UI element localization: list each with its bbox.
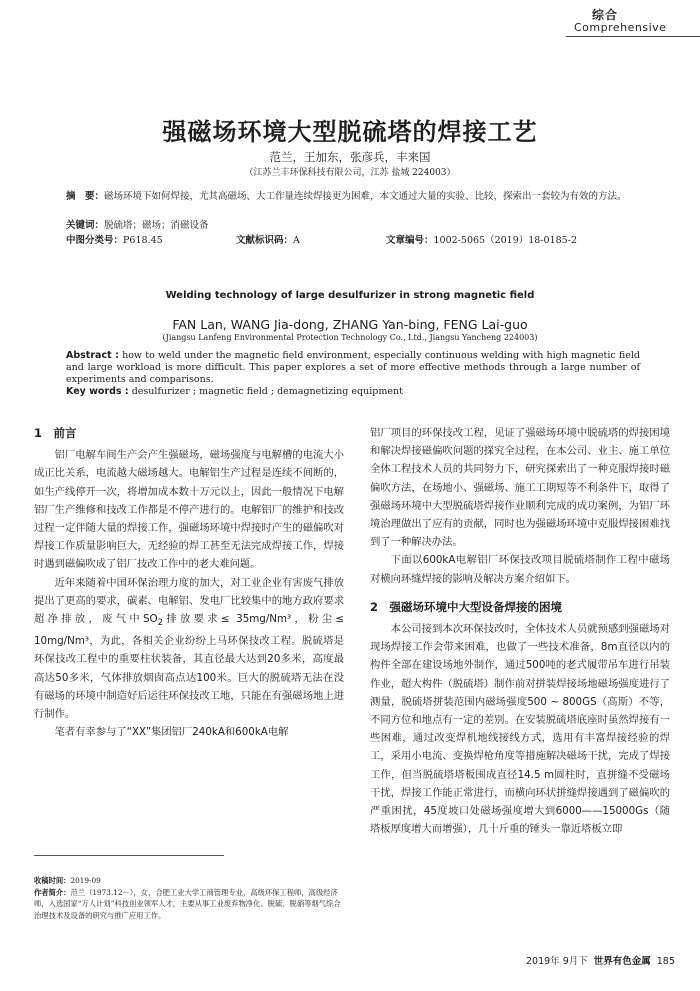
so2-subscript: 2 xyxy=(157,618,164,629)
section-label-en: Comprehensive xyxy=(574,21,667,34)
section-2-heading: 2 强磁场环境中大型设备焊接的困境 xyxy=(370,599,562,614)
abstract-cn xyxy=(66,190,640,204)
received-label: 收稿时间： xyxy=(34,876,71,885)
affiliation: （江苏兰丰环保科技有限公司，江苏 盐城 224003） xyxy=(244,168,456,178)
clc-value: P618.45 xyxy=(123,235,163,246)
classification-line xyxy=(66,234,640,248)
keywords-cn-label: 关键词： xyxy=(66,220,105,231)
english-abstract-label: Abstract : xyxy=(66,350,119,361)
right-column xyxy=(370,424,670,838)
abstract-cn-text: 磁场环境下如何焊接，尤其高磁场、大工作量连续焊接更为困难，本文通过大量的实验、比较，探索出一套较为有效的方法。 xyxy=(104,191,627,202)
abstract-cn-label: 摘 要： xyxy=(66,191,105,202)
bio-label: 作者简介： xyxy=(34,887,71,897)
english-abstract xyxy=(66,350,640,386)
english-affiliation: (Jiangsu Lanfeng Environmental Protection Technology Co., Ltd., Jiangsu Yancheng 224003) xyxy=(162,333,538,342)
article-no-label: 文章编号： xyxy=(386,235,434,246)
section-1-paragraph-3: 笔者有幸参与了“XX”集团铝厂240kA和600kA电解 xyxy=(54,726,289,739)
section-1-heading: 1 前言 xyxy=(34,426,77,440)
header-rule xyxy=(566,36,700,37)
section-1-paragraph-2-b: 排放要求≤ 35mg/Nm³，粉尘≤ 10mg/Nm³，为此，各相关企业纷纷上马环保技改工程。脱硫塔是环保技改工程中的重要柱状装备，其直径最大达到20多米，高度最高达50多米，气体排放烟囱高点达100米。巨大的脱硫塔无法在没有磁场的环境中制造好后运往环保技改工地，只能在有强磁场地上进行制作。 xyxy=(34,613,344,721)
footnote xyxy=(34,875,344,921)
footnote-rule xyxy=(34,855,224,856)
right-column-paragraph-1: 铝厂项目的环保技改工程，见证了强磁场环境中脱硫塔的焊接困境和解决焊接磁偏吹问题的探究全过程，在本公司、业主、施工单位全体工程技术人员的共同努力下，研究探索出了一种克服焊接时磁偏吹方法，在场地小、强磁场、施工工期短等不利条件下，取得了强磁场环境中大型脱硫塔焊接作业顺利完成的成功案例，为铝厂环境治理做出了应有的贡献，同时也为强磁场环境中克服焊接困难找到了一种解决办法。 xyxy=(370,427,670,549)
section-1-paragraph-2 xyxy=(34,574,344,724)
section-1-paragraph-2-a: 近年来随着中国环保治理力度的加大，对工业企业有害废气排放提出了更高的要求，碳素、电解铝、发电厂比较集中的地方政府要求超净排放，废气中SO xyxy=(34,576,344,626)
left-column xyxy=(34,424,344,742)
article-no-value: 1002-5065（2019）18-0185-2 xyxy=(433,235,577,246)
doc-code-value: A xyxy=(293,235,300,246)
clc-label: 中图分类号： xyxy=(66,235,124,246)
section-2-paragraph-1: 本公司接到本次环保技改时，全体技术人员就预感到强磁场对现场焊接工作会带来困难，也做了一些技术准备，8m直径以内的构件全部在建设场地外制作，通过500吨的老式履带吊车进行吊装作业，超大构件（脱硫塔）制作前对拼装焊接场地磁场强度进行了测量，脱硫塔拼装范围内磁场强度500 ~ 800GS（高斯）不等，不同方位和地点有一定的差别。在安装脱硫塔底座时虽然焊接有一些困难，通过改变焊机地线接线方式，选用有丰富焊接经验的焊工，采用小电流、变换焊枪角度等措施解决磁场干扰，完成了焊接工作，但当脱硫塔塔板围成直径14.5 m圆柱时，直拼缝不受磁场干扰，焊接工作能正常进行，而横向环状拼缝焊接遇到了磁偏吹的严重困扰，45度坡口处磁场强度增大到6000——15000Gs（随塔板厚度增大而增强），几十斤重的锤头一靠近塔板立即 xyxy=(370,623,670,836)
english-authors: FAN Lan, WANG Jia-dong, ZHANG Yan-bing, FENG Lai-guo xyxy=(172,317,528,332)
english-title: Welding technology of large desulfurizer in strong magnetic field xyxy=(165,290,535,301)
english-keywords-label: Key words : xyxy=(66,386,129,397)
keywords-cn xyxy=(66,219,640,233)
doc-code-label: 文献标识码： xyxy=(236,235,294,246)
keywords-cn-text: 脱硫塔；磁场；消磁设备 xyxy=(104,220,209,231)
page-footer xyxy=(520,953,675,967)
issue-date: 2019年 9月下 xyxy=(526,956,588,967)
journal-name: 世界有色金属 xyxy=(593,956,651,967)
english-keywords xyxy=(66,386,640,397)
article-title: 强磁场环境大型脱硫塔的焊接工艺 xyxy=(162,118,538,146)
received-date: 2019-09 xyxy=(70,876,101,885)
right-column-paragraph-2: 下面以600kA电解铝厂环保技改项目脱硫塔制作工程中磁场对横向环缝焊接的影响及解决方案介绍如下。 xyxy=(370,554,670,585)
section-label-cn: 综合 xyxy=(592,8,619,22)
author-bio: 范兰（1973.12－），女，合肥工业大学工商管理专业，高级环保工程师，高级经济师，入选国家“万人计划”科技创业领军人才，主要从事工业废弃物净化、脱硫、脱硝等烟气综合治理技术及设备的研究与推广应用工作。 xyxy=(34,887,341,920)
section-1-paragraph-1: 铝厂电解车间生产会产生强磁场，磁场强度与电解槽的电流大小成正比关系，电流越大磁场越大。电解铝生产过程是连续不间断的，如生产线停开一次，将增加成本数十万元以上，因此一般情况下电解铝厂生产维修和技改工作都是不停产进行的。电解铝厂的维护和技改过程一定伴随大量的焊接工作，强磁场环境中焊接时产生的磁偏吹对焊接工作质量影响巨大，无经验的焊工甚至无法完成焊接工作，焊接时遇到磁偏吹成了铝厂技改工作中的老大难问题。 xyxy=(34,449,344,571)
english-abstract-text: how to weld under the magnetic field environment, especially continuous welding with high magnetic field and large workload is more difficult. This paper explores a set of more effective methods through a large number of experiments and comparisons. xyxy=(66,350,640,385)
english-keywords-text: desulfurizer ; magnetic field ; demagnetizing equipment xyxy=(128,386,403,397)
page-number: 185 xyxy=(656,956,675,967)
authors: 范兰，王加东，张彦兵，丰来国 xyxy=(269,150,431,164)
